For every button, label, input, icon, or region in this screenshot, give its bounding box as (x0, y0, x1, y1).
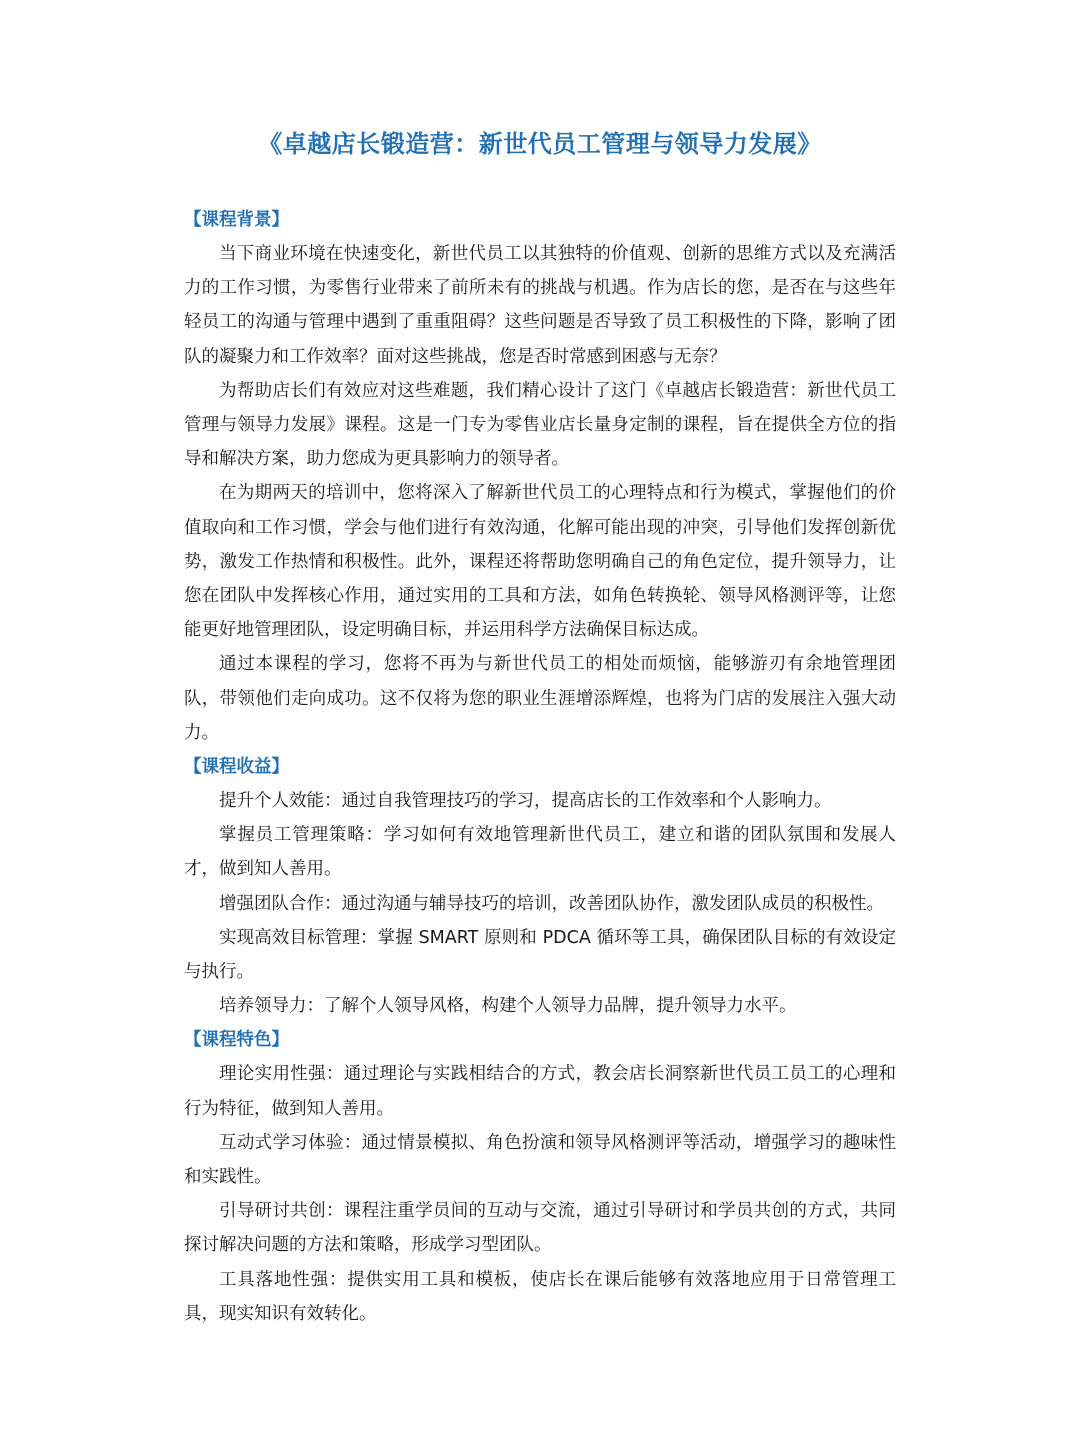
background-paragraph: 在为期两天的培训中，您将深入了解新世代员工的心理特点和行为模式，掌握他们的价值取向和工作习惯，学会与他们进行有效沟通，化解可能出现的冲突，引导他们发挥创新优势，激发工作热情和积极性。此外，课程还将帮助您明确自己的角色定位，提升领导力，让您在团队中发挥核心作用，通过实用的工具和方法，如角色转换轮、领导风格测评等，让您能更好地管理团队，设定明确目标，并运用科学方法确保目标达成。 (184, 483, 896, 641)
section-benefits (184, 750, 896, 1023)
section-background (184, 203, 896, 750)
section-heading-features: 【课程特色】 (184, 1030, 289, 1051)
feature-item: 互动式学习体验：通过情景模拟、角色扮演和领导风格测评等活动，增强学习的趣味性和实践性。 (184, 1132, 896, 1188)
section-heading-background: 【课程背景】 (184, 210, 289, 230)
benefit-item: 增强团队合作：通过沟通与辅导技巧的培训，改善团队协作，激发团队成员的积极性。 (219, 893, 884, 914)
background-paragraph: 通过本课程的学习，您将不再为与新世代员工的相处而烦恼，能够游刃有余地管理团队，带领他们走向成功。这不仅将为您的职业生涯增添辉煌，也将为门店的发展注入强大动力。 (184, 654, 896, 743)
feature-item: 工具落地性强：提供实用工具和模板，使店长在课后能够有效落地应用于日常管理工具，现实知识有效转化。 (184, 1269, 896, 1324)
benefit-item: 培养领导力：了解个人领导风格，构建个人领导力品牌，提升领导力水平。 (219, 996, 797, 1017)
section-heading-benefits: 【课程收益】 (184, 757, 289, 778)
background-paragraph: 当下商业环境在快速变化，新世代员工以其独特的价值观、创新的思维方式以及充满活力的工作习惯，为零售行业带来了前所未有的挑战与机遇。作为店长的您，是否在与这些年轻员工的沟通与管理中遇到了重重阻碍？这些问题是否导致了员工积极性的下降，影响了团队的凝聚力和工作效率？面对这些挑战，您是否时常感到困惑与无奈？ (184, 244, 896, 367)
section-features (184, 1023, 896, 1331)
benefit-item: 提升个人效能：通过自我管理技巧的学习，提高店长的工作效率和个人影响力。 (219, 791, 832, 812)
benefit-item: 掌握员工管理策略：学习如何有效地管理新世代员工，建立和谐的团队氛围和发展人才，做到知人善用。 (184, 825, 896, 880)
benefit-item: 实现高效目标管理：掌握 SMART 原则和 PDCA 循环等工具，确保团队目标的有效设定与执行。 (184, 927, 896, 983)
feature-item: 引导研讨共创：课程注重学员间的互动与交流，通过引导研讨和学员共创的方式，共同探讨解决问题的方法和策略，形成学习型团队。 (184, 1201, 896, 1256)
background-paragraph: 为帮助店长们有效应对这些难题，我们精心设计了这门《卓越店长锻造营：新世代员工管理与领导力发展》课程。这是一门专为零售业店长量身定制的课程，旨在提供全方位的指导和解决方案，助力您成为更具影响力的领导者。 (184, 380, 896, 470)
document-title: 《卓越店长锻造营：新世代员工管理与领导力发展》 (258, 130, 822, 158)
feature-item: 理论实用性强：通过理论与实践相结合的方式，教会店长洞察新世代员工员工的心理和行为特征，做到知人善用。 (184, 1064, 896, 1119)
